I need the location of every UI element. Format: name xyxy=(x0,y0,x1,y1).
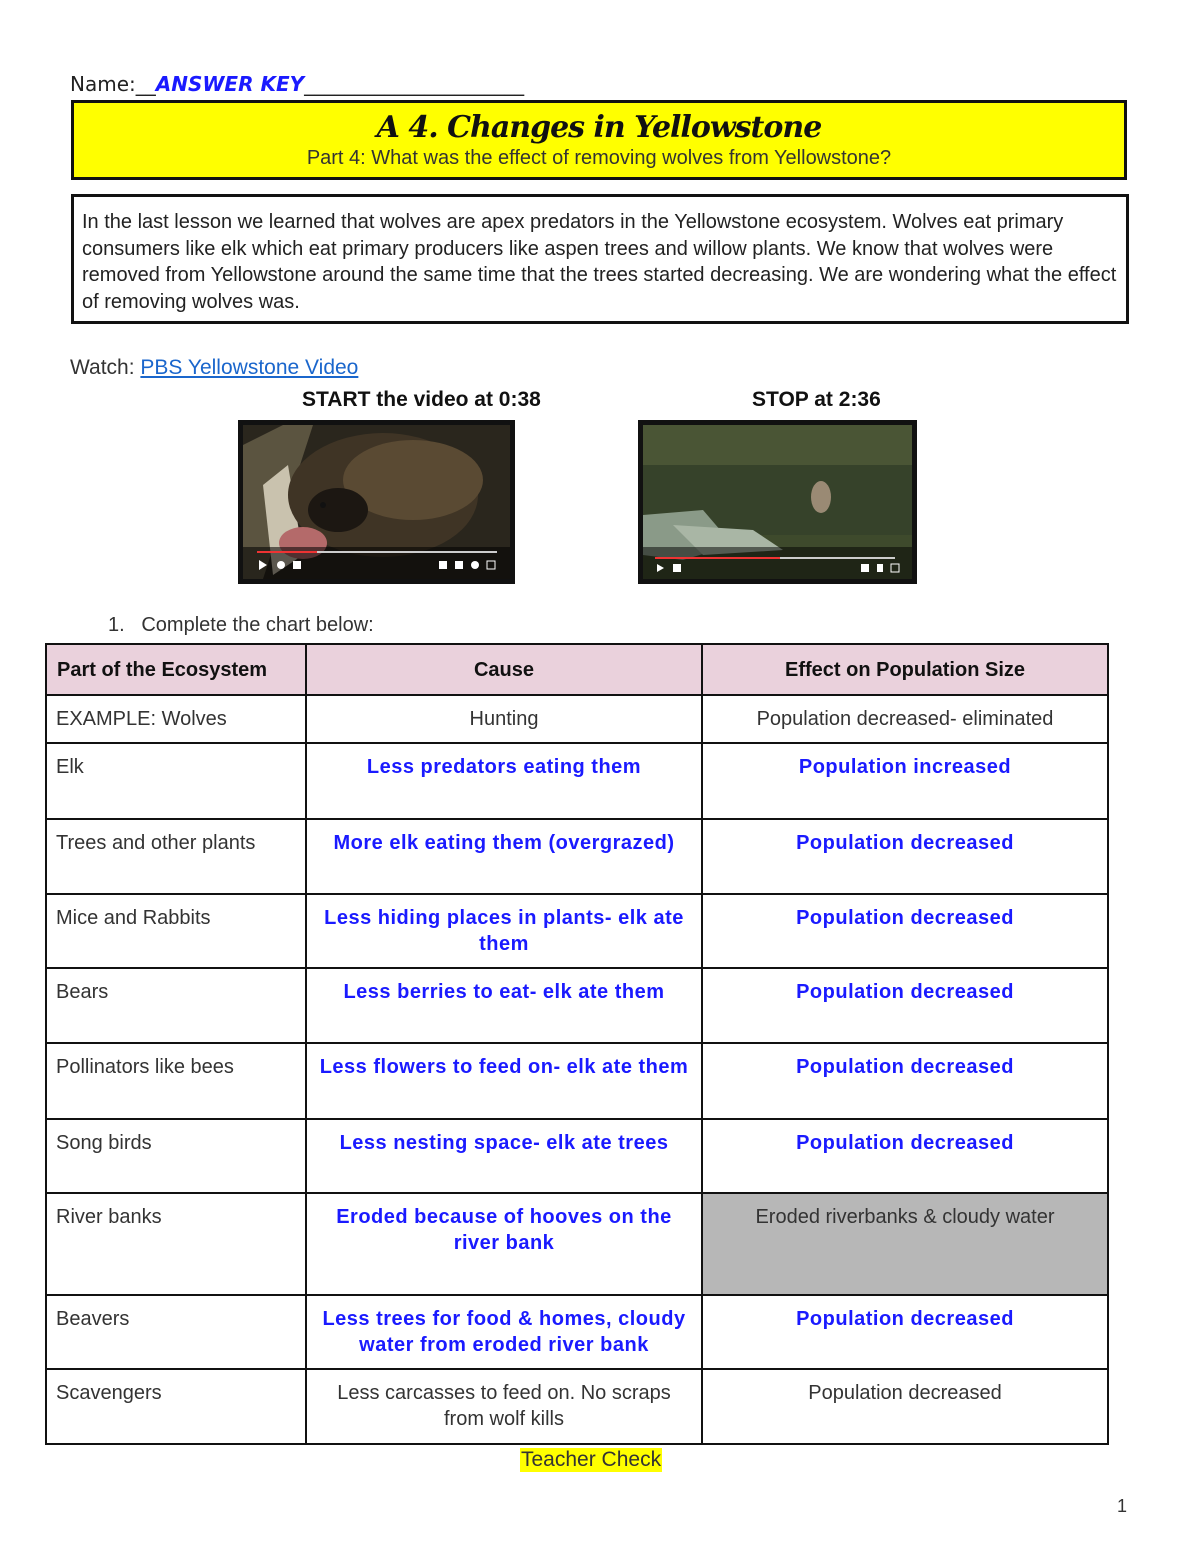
pbs-video-link[interactable]: PBS Yellowstone Video xyxy=(140,356,359,379)
otter-video-frame-image xyxy=(243,425,510,579)
row-cause: Hunting xyxy=(306,695,702,743)
table-row xyxy=(46,1193,1108,1295)
header-effect: Effect on Population Size xyxy=(702,644,1108,695)
name-blank-suffix: ______________________ xyxy=(304,72,525,96)
name-blank-prefix: __ xyxy=(135,72,156,96)
start-video-label: START the video at 0:38 xyxy=(302,388,541,411)
row-effect[interactable]: Population increased xyxy=(702,743,1108,819)
row-effect[interactable]: Population decreased xyxy=(702,1369,1108,1444)
row-cause[interactable]: Less carcasses to feed on. No scraps from wolf kills xyxy=(306,1369,702,1444)
start-video-thumbnail[interactable] xyxy=(238,420,515,584)
row-part: Trees and other plants xyxy=(46,819,306,894)
table-row xyxy=(46,968,1108,1043)
question-number: 1. xyxy=(108,614,125,636)
teacher-check: Teacher Check xyxy=(521,1448,662,1471)
row-effect[interactable]: Population decreased xyxy=(702,819,1108,894)
table-header-row xyxy=(46,644,1108,695)
row-part: Song birds xyxy=(46,1119,306,1193)
row-effect[interactable]: Population decreased xyxy=(702,1119,1108,1193)
watch-label: Watch: xyxy=(70,356,141,379)
title-banner xyxy=(71,100,1127,180)
intro-box xyxy=(71,194,1129,324)
stop-video-thumbnail[interactable] xyxy=(638,420,917,584)
table-row xyxy=(46,743,1108,819)
wolf-video-frame-image xyxy=(643,425,912,579)
row-part: Mice and Rabbits xyxy=(46,894,306,968)
question-text: Complete the chart below: xyxy=(141,614,374,636)
ecosystem-chart-table xyxy=(45,643,1109,1445)
row-part: Beavers xyxy=(46,1295,306,1369)
header-cause: Cause xyxy=(306,644,702,695)
row-cause[interactable]: Less hiding places in plants- elk ate them xyxy=(306,894,702,968)
row-cause[interactable]: More elk eating them (overgrazed) xyxy=(306,819,702,894)
row-part: Elk xyxy=(46,743,306,819)
row-cause[interactable]: Less predators eating them xyxy=(306,743,702,819)
row-effect[interactable]: Population decreased xyxy=(702,968,1108,1043)
table-row xyxy=(46,1369,1108,1444)
row-effect[interactable]: Population decreased xyxy=(702,1043,1108,1119)
table-row xyxy=(46,1043,1108,1119)
name-line xyxy=(70,72,524,96)
row-cause[interactable]: Less nesting space- elk ate trees xyxy=(306,1119,702,1193)
row-part: Bears xyxy=(46,968,306,1043)
name-label: Name: xyxy=(70,72,136,96)
row-cause[interactable]: Less berries to eat- elk ate them xyxy=(306,968,702,1043)
row-part: Scavengers xyxy=(46,1369,306,1444)
name-answer-key: ANSWER KEY xyxy=(155,72,305,96)
table-row xyxy=(46,1295,1108,1369)
row-part: EXAMPLE: Wolves xyxy=(46,695,306,743)
row-effect-shaded: Eroded riverbanks & cloudy water xyxy=(702,1193,1108,1295)
row-effect[interactable]: Population decreased xyxy=(702,894,1108,968)
row-effect[interactable]: Population decreased xyxy=(702,1295,1108,1369)
page-title: A 4. Changes in Yellowstone xyxy=(376,110,822,145)
table-row xyxy=(46,894,1108,968)
question-1 xyxy=(108,614,374,637)
table-row xyxy=(46,695,1108,743)
row-part: River banks xyxy=(46,1193,306,1295)
row-effect: Population decreased- eliminated xyxy=(702,695,1108,743)
row-cause[interactable]: Less flowers to feed on- elk ate them xyxy=(306,1043,702,1119)
stop-video-label: STOP at 2:36 xyxy=(752,388,881,411)
table-row xyxy=(46,819,1108,894)
page-subtitle: Part 4: What was the effect of removing wolves from Yellowstone? xyxy=(306,147,892,169)
watch-line xyxy=(70,356,358,380)
row-cause[interactable]: Less trees for food & homes, cloudy water from eroded river bank xyxy=(306,1295,702,1369)
page-number: 1 xyxy=(1117,1496,1128,1516)
row-part: Pollinators like bees xyxy=(46,1043,306,1119)
table-row xyxy=(46,1119,1108,1193)
header-part: Part of the Ecosystem xyxy=(46,644,306,695)
intro-text: In the last lesson we learned that wolves are apex predators in the Yellowstone ecosystem. Wolves eat primary consumers like elk which eat primary producers like aspen trees and willow plants. We know that wolves were removed from Yellowstone around the same time that the trees started decreasing. We are wondering what the effect of removing wolves was. xyxy=(82,211,1117,313)
row-cause[interactable]: Eroded because of hooves on the river bank xyxy=(306,1193,702,1295)
